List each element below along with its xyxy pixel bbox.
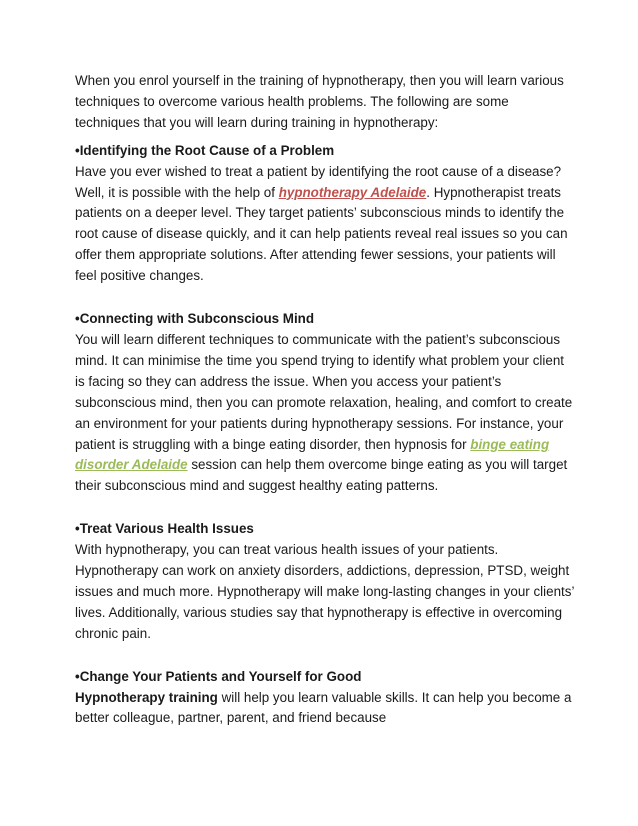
section-body-root-cause xyxy=(75,162,575,287)
body-text: You will learn different techniques to communicate with the patient’s subconscious mind. It can minimise the time you spend trying to identify what problem your client is facing so they can address the issue. When you access your patient’s subconscious mind, then you can promote relaxation, healing, and comfort to create an environment for your patients during hypnotherapy sessions. For instance, your patient is struggling with a binge eating disorder, then hypnosis for xyxy=(75,331,573,452)
body-text: . Hypnotherapist treats patients on a deeper level. They target patients’ subconscious minds to identify the root cause of disease quickly, and it can help patients reveal real issues so you can offer them appropriate solutions. After attending fewer sessions, your patients will feel positive changes. xyxy=(75,184,568,284)
body-text: session can help them overcome binge eating as you will target their subconscious mind and suggest healthy eating patterns. xyxy=(75,457,568,494)
section-heading-change xyxy=(75,667,575,688)
section-heading-text: Treat Various Health Issues xyxy=(79,521,254,537)
body-text: Have you ever wished to treat a patient by identifying the root cause of a disease? Well, it is possible with the help of xyxy=(75,163,562,200)
section-heading-text: Change Your Patients and Yourself for Good xyxy=(79,668,362,684)
document-page xyxy=(75,71,575,729)
body-text: will help you learn valuable skills. It can help you become a better colleague, partner, parent, and friend because xyxy=(75,689,572,726)
spacer xyxy=(75,134,575,141)
section-body-subconscious xyxy=(75,330,575,497)
bullet-icon: • xyxy=(75,521,80,537)
spacer xyxy=(75,287,575,309)
section-body-change xyxy=(75,688,575,730)
section-heading-text: Identifying the Root Cause of a Problem xyxy=(79,142,335,158)
spacer xyxy=(75,645,575,667)
spacer xyxy=(75,497,575,519)
binge-eating-link[interactable]: binge eating disorder Adelaide xyxy=(75,436,550,473)
section-heading-health-issues xyxy=(75,519,575,540)
bullet-icon: • xyxy=(75,311,80,327)
section-heading-subconscious xyxy=(75,309,575,330)
section-heading-text: Connecting with Subconscious Mind xyxy=(79,311,315,327)
bullet-icon: • xyxy=(75,142,80,158)
hypnotherapy-adelaide-link[interactable]: hypnotherapy Adelaide xyxy=(278,184,427,200)
section-body-health-issues: With hypnotherapy, you can treat various health issues of your patients. Hypnotherapy can work on anxiety disorders, addictions, depression, PTSD, weight issues and much more. Hypnotherapy will make long-lasting changes in your clients’ lives. Additionally, various studies say that hypnotherapy is effective in overcoming chronic pain. xyxy=(75,542,574,641)
bullet-icon: • xyxy=(75,668,80,684)
section-heading-root-cause xyxy=(75,141,575,162)
bold-lead-text: Hypnotherapy training xyxy=(75,689,218,705)
intro-paragraph: When you enrol yourself in the training of hypnotherapy, then you will learn various techniques to overcome various health problems. The following are some techniques that you will learn during training in hypnotherapy: xyxy=(75,73,564,130)
